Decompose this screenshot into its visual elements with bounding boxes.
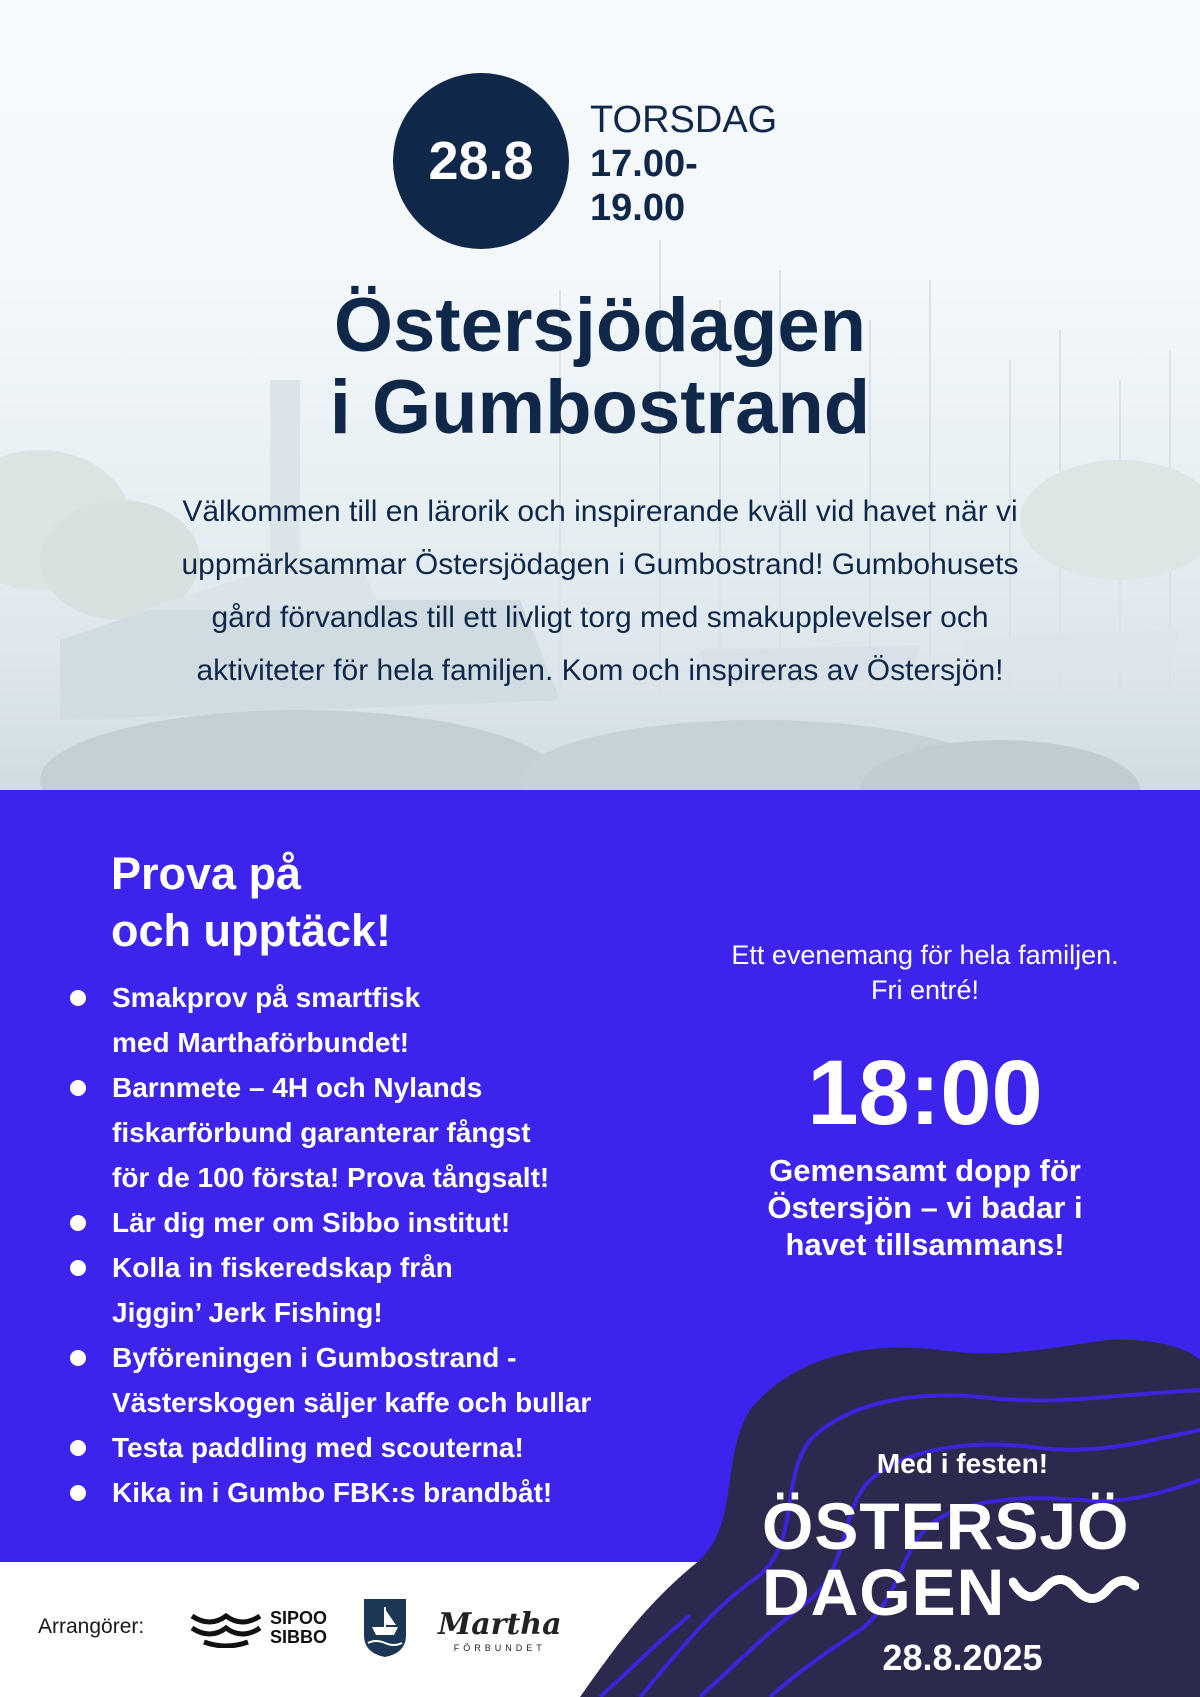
sipoo-text: SIPOO: [270, 1608, 328, 1628]
title-line-2: i Gumbostrand: [329, 365, 871, 450]
activities-heading-line-1: Prova på: [111, 848, 302, 899]
list-item-text: fiskarförbund garanterar fångst: [112, 1117, 531, 1148]
wave-icon: [1009, 1572, 1139, 1612]
logo-line-2: DAGEN: [762, 1555, 1006, 1629]
intro-paragraph: Välkommen till en lärorik och inspirerande kväll vid havet när vi uppmärksammar Östersjödagen i Gumbostrand! Gumbohusets gård förvandlas till ett livligt torg med smakupplevelser och aktiviteter för hela familjen. Kom och inspireras av Östersjön!: [181, 495, 1019, 687]
date-badge-text: 28.8: [428, 131, 534, 191]
martha-name: Martha: [438, 1607, 562, 1642]
time-range-label: 17.00-19.00: [590, 143, 698, 229]
list-item-text: Lär dig mer om Sibbo institut!: [112, 1207, 511, 1238]
logo-date: 28.8.2025: [882, 1637, 1043, 1678]
logo-line-1: ÖSTERSJÖ: [762, 1489, 1130, 1563]
list-item-text: Smakprov på smartfisk: [112, 982, 421, 1013]
martha-subtitle: FÖRBUNDET: [453, 1643, 546, 1653]
organizers-label: Arrangörer:: [38, 1615, 145, 1638]
activities-heading-line-2: och upptäck!: [111, 905, 392, 956]
list-item-text: Testa paddling med scouterna!: [112, 1432, 524, 1463]
list-item-text: Kolla in fiskeredskap från: [112, 1252, 453, 1283]
weekday-label: TORSDAG: [590, 99, 778, 141]
highlight-text: Gemensamt dopp för Östersjön – vi badar i havet tillsammans!: [767, 1153, 1083, 1262]
list-item-text: Byföreningen i Gumbostrand -: [112, 1342, 517, 1373]
list-item-text: Jiggin’ Jerk Fishing!: [112, 1297, 383, 1328]
list-item-text: Barnmete – 4H och Nylands: [112, 1072, 483, 1103]
list-item-text: Västerskogen säljer kaffe och bullar: [112, 1387, 592, 1418]
title-line-1: Östersjödagen: [333, 283, 867, 368]
ostersjodagen-logo: [762, 1489, 1139, 1629]
highlight-time: 18:00: [807, 1042, 1043, 1144]
sibbo-text: SIBBO: [270, 1627, 328, 1647]
logo-tagline: Med i festen!: [876, 1448, 1049, 1479]
list-item-text: Kika in i Gumbo FBK:s brandbåt!: [112, 1477, 553, 1508]
list-item-text: med Marthaförbundet!: [112, 1027, 410, 1058]
list-item-text: för de 100 första! Prova tångsalt!: [112, 1162, 550, 1193]
event-note: Ett evenemang för hela familjen. Fri entré!: [731, 940, 1119, 1005]
